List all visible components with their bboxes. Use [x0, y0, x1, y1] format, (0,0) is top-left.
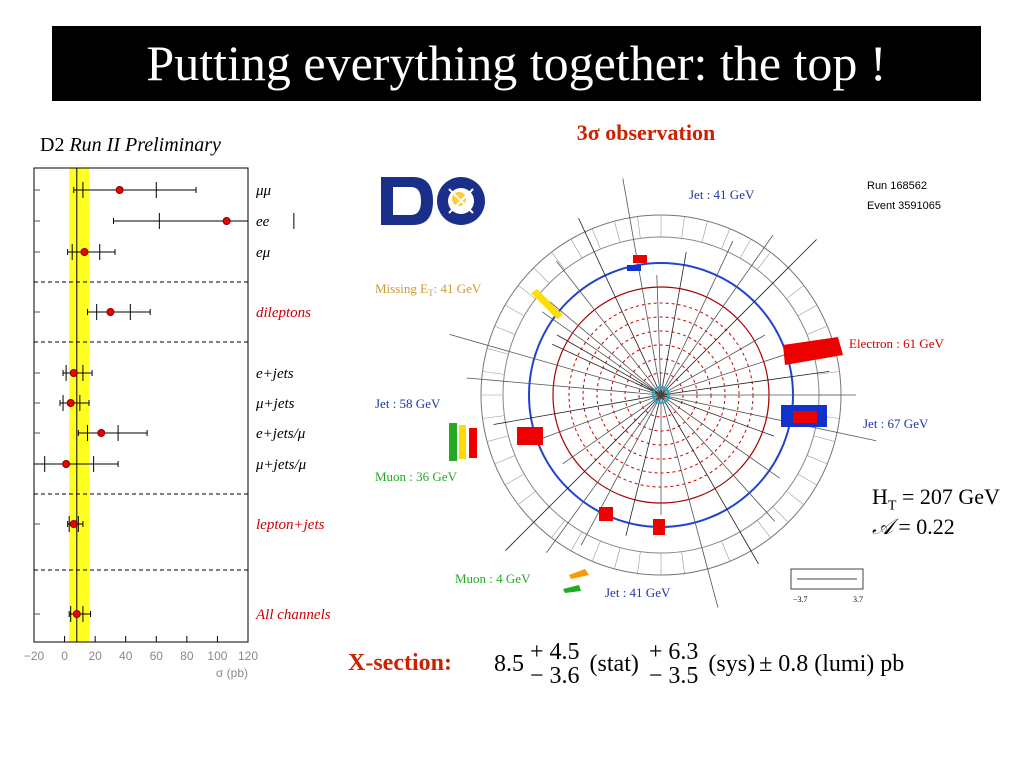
- eta-scale: [791, 569, 863, 604]
- sys-up: + 6.3: [648, 639, 699, 665]
- eta-high-label: 3.7: [853, 595, 863, 604]
- plot-title: [40, 134, 221, 157]
- data-point: [223, 218, 230, 225]
- data-point: [70, 521, 77, 528]
- stat-up: + 4.5: [530, 639, 580, 665]
- channel-label: μ+jets: [256, 396, 295, 412]
- missing-et-marker: [531, 289, 563, 319]
- plot-title-prefix: D2: [40, 134, 65, 156]
- ht-number: = 207 GeV: [896, 484, 1000, 509]
- jet-41-top-label: Jet : 41 GeV: [689, 187, 755, 202]
- channel-label: eμ: [256, 245, 271, 261]
- x-tick-label: 0: [61, 649, 68, 663]
- data-point: [116, 187, 123, 194]
- jet-67-label: Jet : 67 GeV: [863, 416, 929, 431]
- data-point: [73, 611, 80, 618]
- muon-36-marker-2: [459, 425, 466, 459]
- d0-logo: [375, 173, 495, 225]
- x-tick-label: 100: [207, 649, 228, 663]
- x-tick-label: 20: [88, 649, 102, 663]
- lumi-text: ± 0.8 (lumi) pb: [759, 650, 905, 677]
- channel-label: e+jets/μ: [256, 426, 306, 442]
- muon-36-label: Muon : 36 GeV: [375, 469, 457, 484]
- x-tick-label: 120: [237, 649, 259, 663]
- x-tick-label: 60: [149, 649, 163, 663]
- missing-et-sub: T: [428, 288, 434, 298]
- missing-et-value: : 41 GeV: [433, 281, 482, 296]
- data-point: [107, 309, 114, 316]
- channel-label: lepton+jets: [256, 517, 325, 533]
- plot-frame: [34, 168, 248, 642]
- tracks: [450, 178, 877, 607]
- aplanarity-number: = 0.22: [892, 514, 955, 539]
- sys-label: (sys): [708, 650, 756, 677]
- muon-4-marker: [569, 569, 589, 579]
- x-axis-label: σ (pb): [215, 666, 248, 680]
- channel-label: e+jets: [256, 366, 294, 382]
- ht-sub: T: [887, 498, 897, 514]
- data-point: [67, 400, 74, 407]
- data-point: [63, 461, 70, 468]
- ht-value: [872, 484, 1000, 514]
- muon-4-marker-2: [563, 585, 581, 593]
- x-tick-label: 40: [119, 649, 133, 663]
- stat-down: − 3.6: [530, 663, 580, 689]
- channel-label: All channels: [256, 607, 331, 623]
- xsection-formula: [494, 640, 904, 688]
- channel-label: ee: [256, 214, 270, 230]
- run-number: Run 168562: [867, 180, 927, 192]
- plot-title-rest: Run II Preliminary: [64, 134, 221, 156]
- slide-title: Putting everything together: the top !: [52, 26, 981, 101]
- ht-label: H: [872, 484, 888, 509]
- muon-36-marker: [449, 423, 457, 461]
- xsection-label: X-section:: [348, 650, 452, 676]
- aplanarity-value: [872, 514, 955, 540]
- eta-low-label: −3.7: [793, 595, 808, 604]
- stat-label: (stat): [589, 650, 639, 677]
- cross-section-chart: [16, 160, 361, 690]
- channel-label: dileptons: [256, 305, 311, 321]
- sys-down: − 3.5: [648, 663, 699, 689]
- stat-errors: [530, 640, 580, 688]
- sys-errors: [649, 640, 699, 688]
- x-tick-label: −20: [23, 649, 45, 663]
- x-tick-label: 80: [180, 649, 194, 663]
- muon-4-label: Muon : 4 GeV: [455, 571, 531, 586]
- missing-et-text: Missing E: [375, 281, 429, 296]
- event-display: [373, 165, 1013, 615]
- jet-41-bottom-label: Jet : 41 GeV: [605, 585, 671, 600]
- observation-label: 3σ observation: [576, 120, 716, 145]
- channel-label: μμ: [256, 183, 272, 199]
- data-point: [98, 430, 105, 437]
- missing-et-label: [375, 281, 482, 298]
- event-number: Event 3591065: [867, 200, 942, 212]
- data-point: [70, 370, 77, 377]
- xsection-central: 8.5: [494, 650, 524, 677]
- channel-label: μ+jets/μ: [256, 457, 307, 473]
- jet-58-label: Jet : 58 GeV: [375, 396, 441, 411]
- aplanarity-symbol: 𝒜: [872, 514, 893, 539]
- electron-label: Electron : 61 GeV: [849, 336, 944, 351]
- data-point: [81, 249, 88, 256]
